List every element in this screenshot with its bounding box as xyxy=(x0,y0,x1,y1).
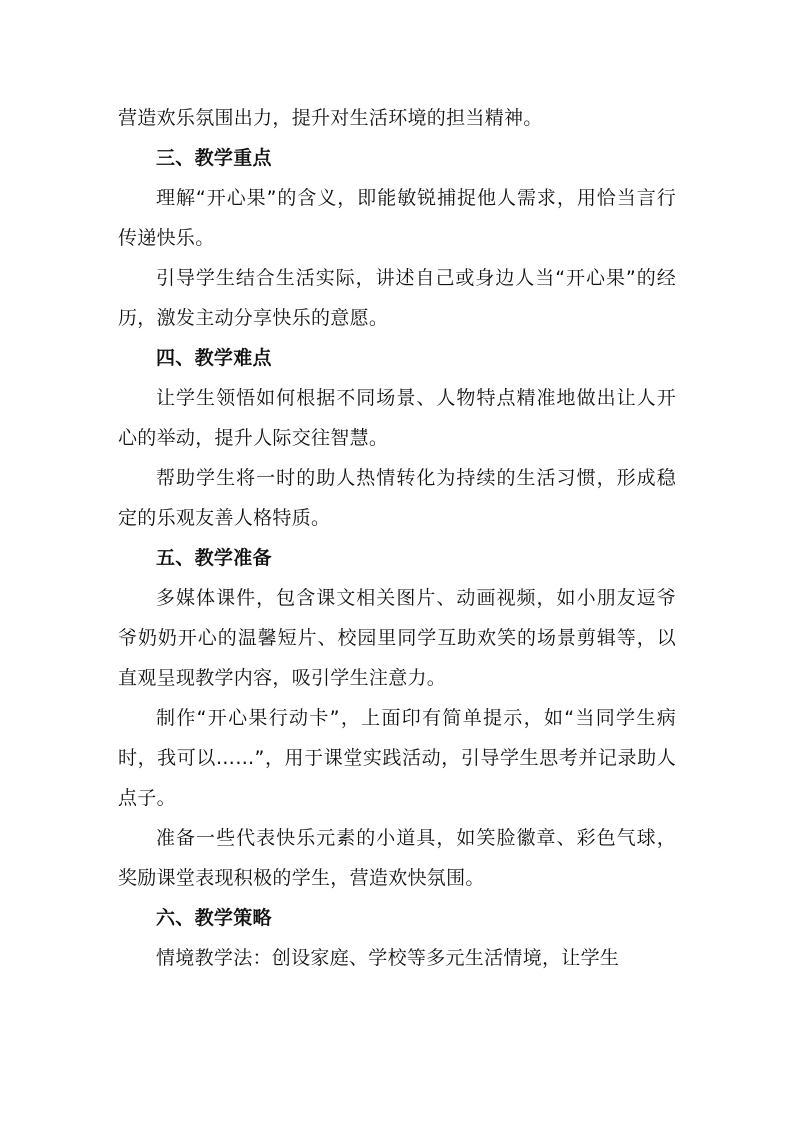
paragraph: 引导学生结合生活实际，讲述自己或身边人当“开心果”的经历，激发主动分享快乐的意愿。 xyxy=(118,267,676,329)
paragraph: 多媒体课件，包含课文相关图片、动画视频，如小朋友逗爷爷奶奶开心的温馨短片、校园里同学互助欢笑的场景剪辑等，以直观呈现教学内容，吸引学生注意力。 xyxy=(118,587,676,689)
paragraph: 制作“开心果行动卡”，上面印有简单提示，如“当同学生病时，我可以……”，用于课堂实践活动，引导学生思考并记录助人点子。 xyxy=(118,707,676,809)
paragraph: 情境教学法：创设家庭、学校等多元生活情境，让学生 xyxy=(156,947,620,969)
paragraph: 让学生领悟如何根据不同场景、人物特点精准地做出让人开心的举动，提升人际交往智慧。 xyxy=(118,387,676,449)
section-heading: 三、教学重点 xyxy=(156,147,272,169)
paragraph: 理解“开心果”的含义，即能敏锐捕捉他人需求，用恰当言行传递快乐。 xyxy=(118,187,676,249)
section-teaching-preparation xyxy=(118,538,676,898)
section-teaching-strategy xyxy=(118,898,676,978)
paragraph: 帮助学生将一时的助人热情转化为持续的生活习惯，形成稳定的乐观友善人格特质。 xyxy=(118,467,676,529)
section-teaching-difficulty xyxy=(118,338,676,538)
paragraph: 准备一些代表快乐元素的小道具，如笑脸徽章、彩色气球，奖励课堂表现积极的学生，营造欢快氛围。 xyxy=(118,827,676,889)
section-heading: 五、教学准备 xyxy=(156,547,272,569)
section-heading: 六、教学策略 xyxy=(156,907,272,929)
section-teaching-focus xyxy=(118,138,676,338)
continuation-text: 营造欢乐氛围出力，提升对生活环境的担当精神。 xyxy=(118,107,543,129)
section-heading: 四、教学难点 xyxy=(156,347,272,369)
